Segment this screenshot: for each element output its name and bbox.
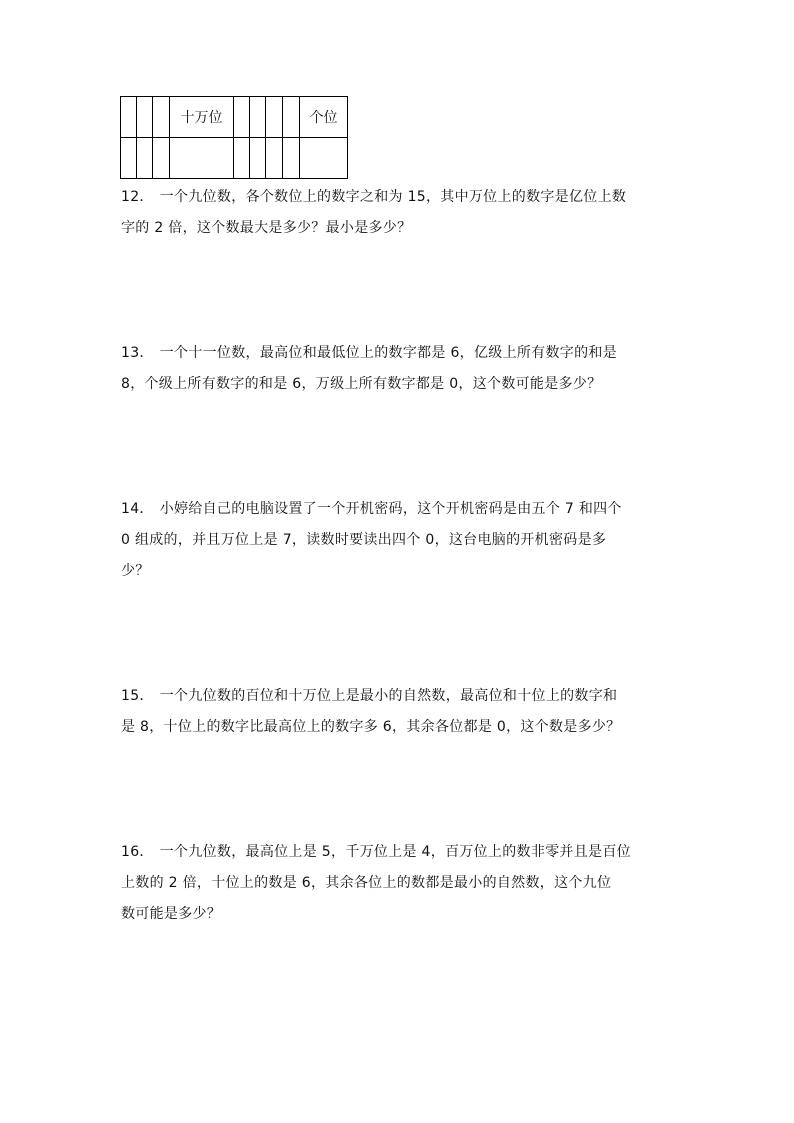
place-cell [266,97,283,138]
place-cell [137,97,153,138]
place-value-body-row [121,138,348,179]
question-12 [121,182,673,244]
question-line: 数可能是多少？ [121,906,222,922]
question-line: 0 组成的，并且万位上是 7，读数时要读出四个 0，这台电脑的开机密码是多 [121,532,607,548]
place-cell [121,97,137,138]
place-cell-empty [266,138,283,179]
place-cell-empty [283,138,300,179]
question-line: 字的 2 倍，这个数最大是多少？最小是多少？ [121,220,412,236]
question-line [121,338,673,369]
question-number: 12． [121,189,154,205]
place-cell [153,97,170,138]
question-line: 少？ [121,563,150,579]
question-line: 上数的 2 倍，十位上的数是 6，其余各位上的数都是最小的自然数，这个九位 [121,875,612,891]
question-14 [121,494,673,587]
question-line [121,494,673,525]
place-value-table [120,96,348,179]
place-cell-empty [153,138,170,179]
question-number: 13． [121,345,154,361]
place-cell [283,97,300,138]
question-text: 一个九位数，最高位上是 5，千万位上是 4，百万位上的数非零并且是百位 [159,844,631,860]
place-cell-empty [250,138,266,179]
place-cell-hundred-thousands: 十万位 [170,97,234,138]
question-text: 一个十一位数，最高位和最低位上的数字都是 6，亿级上所有数字的和是 [159,345,617,361]
place-cell [250,97,266,138]
question-line [121,182,673,213]
question-text: 一个九位数，各个数位上的数字之和为 15，其中万位上的数字是亿位上数 [159,189,627,205]
question-number: 14． [121,501,154,517]
question-line [121,681,673,712]
place-cell-empty [234,138,250,179]
place-cell [234,97,250,138]
question-16 [121,837,673,930]
question-text: 一个九位数的百位和十万位上是最小的自然数，最高位和十位上的数字和 [159,688,618,704]
place-cell-empty [121,138,137,179]
question-number: 15． [121,688,154,704]
question-text: 小婷给自己的电脑设置了一个开机密码，这个开机密码是由五个 7 和四个 [159,501,622,517]
question-13 [121,338,673,400]
place-cell-empty [300,138,348,179]
question-line [121,837,673,868]
place-value-header-row [121,97,348,138]
place-cell-ones: 个位 [300,97,348,138]
question-line: 8，个级上所有数字的和是 6，万级上所有数字都是 0，这个数可能是多少？ [121,376,602,392]
question-15 [121,681,673,743]
place-cell-empty [137,138,153,179]
question-line: 是 8，十位上的数字比最高位上的数字多 6，其余各位都是 0，这个数是多少？ [121,719,621,735]
place-cell-empty [170,138,234,179]
question-number: 16． [121,844,154,860]
